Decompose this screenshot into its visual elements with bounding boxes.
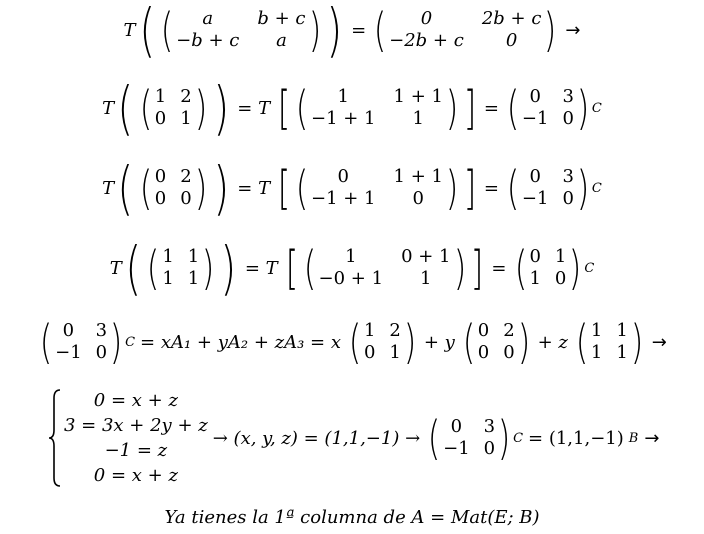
matrix-cell: a [202, 8, 214, 29]
arrow: → [644, 427, 660, 449]
matrix-cell: −1 [521, 108, 549, 129]
matrix-cell: 1 [337, 86, 349, 107]
solution-text: → (x, y, z) = (1,1,−1) → [212, 427, 421, 449]
matrix-cell: 0 [420, 8, 433, 29]
matrix-cell: 1 [590, 320, 603, 341]
matrix-cell: 3 [95, 320, 108, 341]
matrix: ( a b + c −b + c a ) [160, 3, 321, 57]
matrix: ( 0 2 0 0 ) [462, 315, 530, 369]
subscript-C: C [125, 334, 136, 350]
subscript-C: C [591, 180, 602, 196]
matrix-cell: 0 [562, 188, 574, 209]
matrix: ( 0 1 + 1 −1 + 1 0 ) [295, 161, 459, 215]
matrix-cell: 2 [180, 166, 192, 187]
matrix-cell: b + c [257, 8, 306, 29]
matrix: ( 0 3 −1 0 ) [506, 161, 590, 215]
matrix-cell: 0 [483, 438, 496, 459]
matrix-cell: 3 [562, 86, 574, 107]
matrix-cell: 1 [554, 246, 567, 267]
matrix-cell: −0 + 1 [318, 268, 384, 289]
matrix-cell: 2 [503, 320, 515, 341]
equals: = [483, 177, 499, 199]
equation-line-3: T ( ( 0 2 0 0 ) ) = T [ ( 0 1 + 1 −1 + 1 0 ) ] = ( 0 3 −1 0 ) C [102, 154, 602, 222]
matrix-cell: 1 [616, 342, 628, 363]
operator-T: T [102, 177, 115, 199]
equation-line-2: T ( ( 1 2 0 1 ) ) = T [ ( 1 1 + 1 −1 + 1 1 ) ] = ( 0 3 −1 0 ) C [102, 74, 602, 142]
matrix-cell: 1 [187, 246, 200, 267]
system-row: −1 = z [104, 440, 168, 461]
operator-T: T [102, 97, 115, 119]
matrix-cell: −1 + 1 [311, 188, 376, 209]
matrix-cell: 0 [562, 108, 574, 129]
matrix: ( 1 1 + 1 −1 + 1 1 ) [295, 81, 459, 135]
matrix-cell: −2b + c [389, 30, 464, 51]
equals: = [491, 257, 507, 279]
arrow: → [651, 331, 667, 353]
matrix-cell: 2 [180, 86, 192, 107]
matrix-cell: 0 [554, 268, 567, 289]
matrix-cell: −1 + 1 [311, 108, 376, 129]
subscript-C: C [591, 100, 602, 116]
plus-y: + y [423, 331, 455, 353]
matrix: ( 1 1 1 1 ) [575, 315, 644, 369]
system-row: 0 = x + z [93, 465, 178, 486]
matrix-cell: 2 [389, 320, 401, 341]
matrix-cell: 1 [162, 246, 174, 267]
matrix: ( 1 0 + 1 −0 + 1 1 ) [303, 241, 466, 295]
matrix-cell: 0 [529, 86, 541, 107]
matrix-cell: a [276, 30, 287, 51]
matrix-cell: 2b + c [481, 8, 542, 29]
matrix-cell: 0 [477, 320, 490, 341]
matrix-cell: 0 [62, 320, 75, 341]
equals: = [351, 19, 367, 41]
equation-line-1: T ( ( a b + c −b + c a ) ) = ( 0 2b + c −2b + c 0 ) → [123, 0, 581, 64]
system-row: 3 = 3x + 2y + z [64, 415, 208, 436]
matrix-cell: 1 + 1 [393, 86, 443, 107]
matrix: ( 0 3 −1 0 ) [427, 411, 511, 465]
conclusion-text: Ya tienes la 1ª columna de A = Mat(E; B) [164, 506, 540, 528]
operator-T: T [123, 19, 136, 41]
matrix-cell: 3 [483, 416, 496, 437]
arrow: → [565, 19, 581, 41]
matrix: ( 1 2 0 1 ) [348, 315, 417, 369]
equation-line-5 [0, 312, 704, 372]
matrix-cell: 0 + 1 [401, 246, 451, 267]
matrix-cell: 1 [154, 86, 167, 107]
subscript-C: C [513, 430, 524, 446]
matrix-cell: 0 [505, 30, 518, 51]
matrix-cell: 1 [412, 108, 424, 129]
matrix-cell: 0 [154, 108, 167, 129]
matrix-cell: 0 [450, 416, 463, 437]
matrix-cell: 0 [154, 166, 167, 187]
matrix-cell: 1 [590, 342, 603, 363]
equals-T: = T [237, 97, 271, 119]
matrix-cell: 0 [363, 342, 376, 363]
matrix-cell: 0 [529, 246, 541, 267]
system-row: 0 = x + z [93, 390, 178, 411]
matrix-cell: 0 [337, 166, 349, 187]
matrix-cell: −1 [443, 438, 470, 459]
equation-line-4: T ( ( 1 1 1 1 ) ) = T [ ( 1 0 + 1 −0 + 1 1 ) ] = ( 0 1 1 0 ) C [109, 234, 595, 302]
matrix-cell: 0 [95, 342, 108, 363]
operator-T: T [109, 257, 122, 279]
system-rows [64, 388, 208, 488]
matrix-cell: 0 [529, 166, 541, 187]
matrix-cell: 1 [162, 268, 174, 289]
left-brace [48, 388, 62, 488]
matrix-cell: 3 [562, 166, 574, 187]
matrix: ( 1 2 0 1 ) [139, 81, 207, 135]
matrix-cell: 1 [180, 108, 192, 129]
matrix-cell: 0 [412, 188, 424, 209]
matrix: ( 0 2b + c −2b + c 0 ) [373, 3, 557, 57]
matrix: ( 0 3 −1 0 ) [506, 81, 590, 135]
matrix: ( 0 3 −1 0 ) [39, 315, 123, 369]
matrix-cell: −1 [521, 188, 549, 209]
subscript-C: C [584, 260, 595, 276]
matrix-cell: 1 [389, 342, 401, 363]
matrix: ( 1 1 1 1 ) [147, 241, 215, 295]
matrix-cell: 0 [503, 342, 515, 363]
equals-T: = T [237, 177, 271, 199]
subscript-B: B [628, 430, 639, 446]
linear-combination: = xA₁ + yA₂ + zA₃ = x [140, 331, 342, 353]
plus-z: + z [537, 331, 568, 353]
equals-T: = T [244, 257, 278, 279]
matrix-cell: 0 [180, 188, 192, 209]
matrix-cell: 1 [187, 268, 200, 289]
equation-system-line [48, 386, 688, 490]
matrix-cell: 1 [363, 320, 376, 341]
matrix-cell: 1 [529, 268, 541, 289]
matrix: ( 0 2 0 0 ) [139, 161, 207, 215]
matrix-cell: 0 [477, 342, 490, 363]
matrix-cell: −b + c [176, 30, 240, 51]
result-text: = (1,1,−1) [528, 427, 624, 449]
matrix-cell: 0 [154, 188, 167, 209]
matrix-cell: 1 [345, 246, 357, 267]
matrix-cell: 1 + 1 [393, 166, 443, 187]
matrix-cell: 1 [616, 320, 628, 341]
matrix-cell: 1 [420, 268, 432, 289]
matrix-cell: −1 [55, 342, 82, 363]
equals: = [483, 97, 499, 119]
matrix: ( 0 1 1 0 ) [514, 241, 582, 295]
